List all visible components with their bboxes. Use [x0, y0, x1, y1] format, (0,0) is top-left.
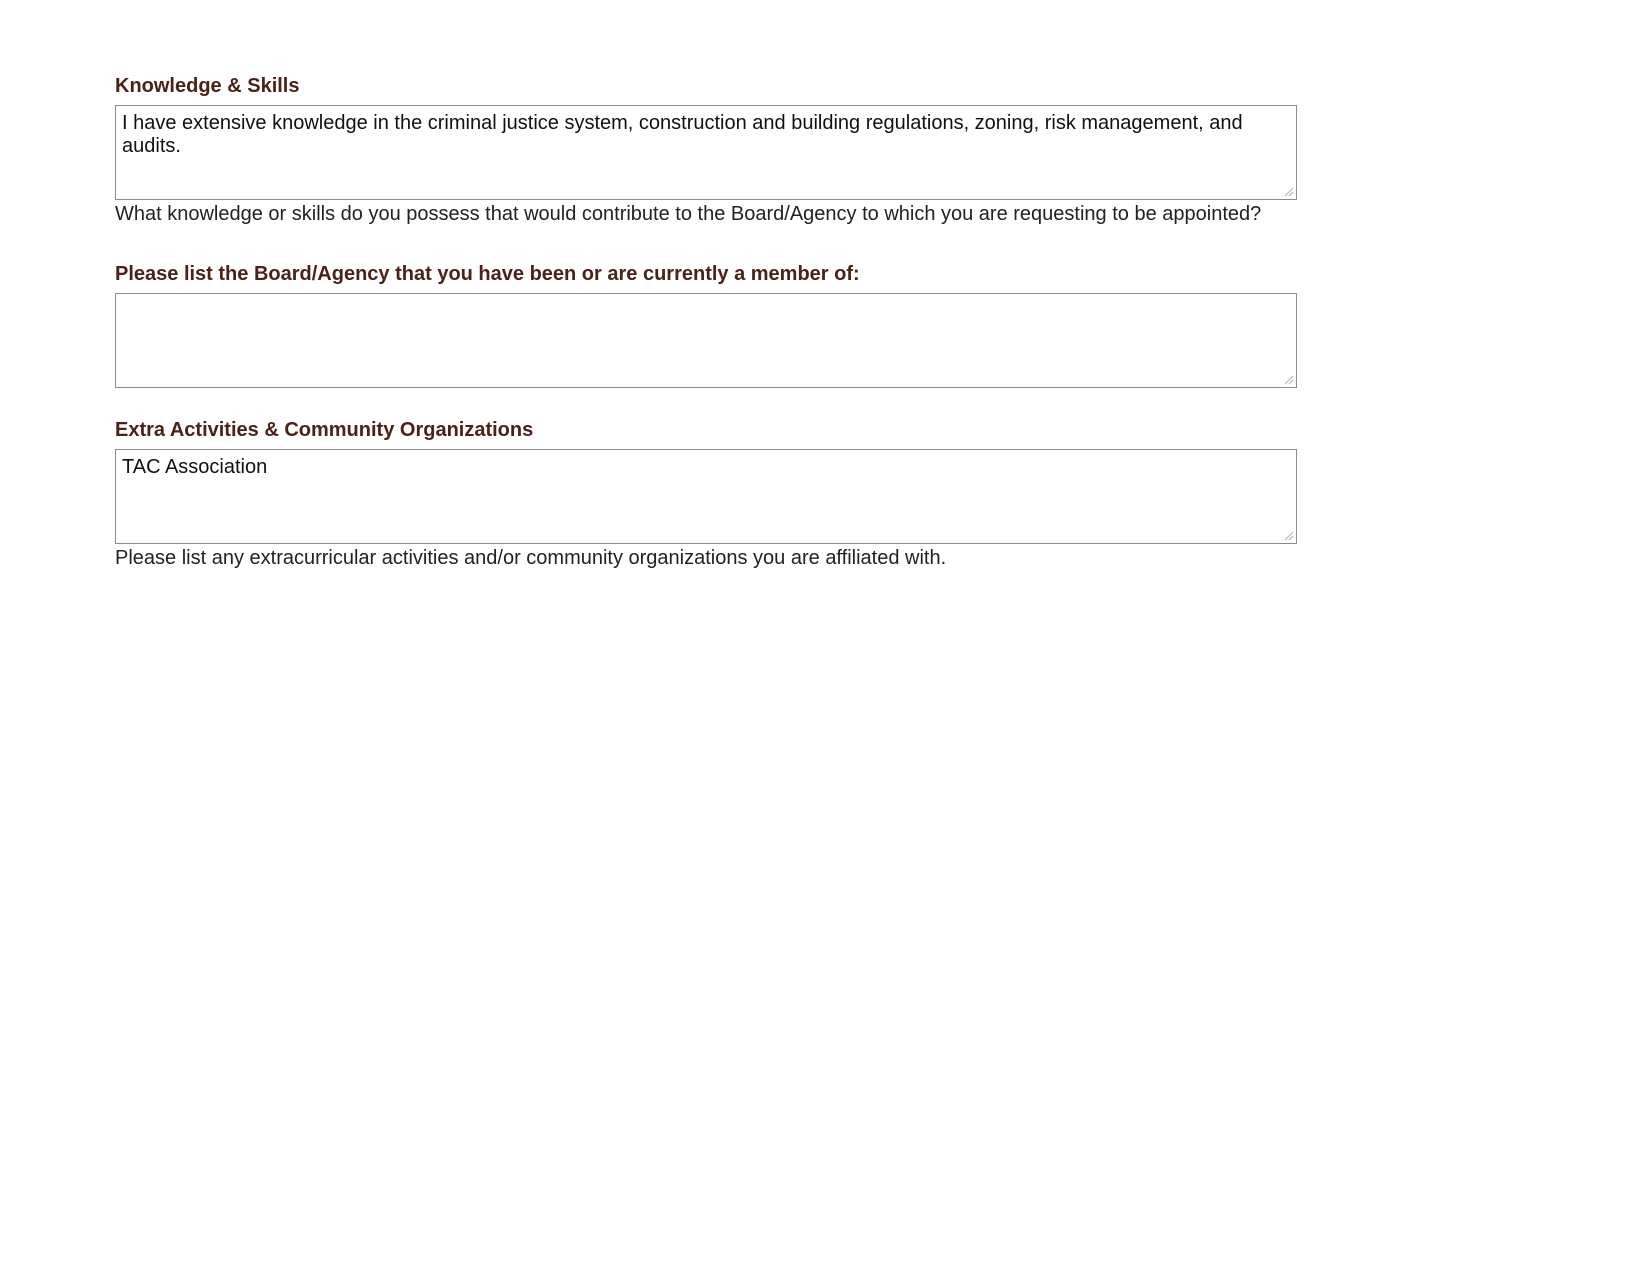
board-agency-textarea[interactable] [116, 294, 1296, 387]
knowledge-skills-textarea-box [115, 105, 1297, 200]
knowledge-skills-help-text: What knowledge or skills do you possess that would contribute to the Board/Agency to which you are requesting to be appointed? [115, 203, 1262, 225]
board-agency-field [115, 262, 1355, 388]
application-form [115, 74, 1355, 570]
resize-handle-icon[interactable] [1282, 529, 1294, 541]
extra-activities-textarea-box [115, 449, 1297, 544]
extra-activities-field [115, 418, 1355, 570]
resize-handle-icon[interactable] [1282, 185, 1294, 197]
extra-activities-help-text: Please list any extracurricular activities and/or community organizations you are affiliated with. [115, 547, 947, 569]
extra-activities-textarea[interactable] [116, 450, 1296, 543]
board-agency-textarea-box [115, 293, 1297, 388]
knowledge-skills-textarea[interactable] [116, 106, 1296, 199]
extra-activities-label: Extra Activities & Community Organizations [115, 419, 534, 441]
knowledge-skills-field [115, 74, 1355, 226]
board-agency-label: Please list the Board/Agency that you have been or are currently a member of: [115, 263, 860, 285]
knowledge-skills-label: Knowledge & Skills [115, 75, 300, 97]
resize-handle-icon[interactable] [1282, 373, 1294, 385]
